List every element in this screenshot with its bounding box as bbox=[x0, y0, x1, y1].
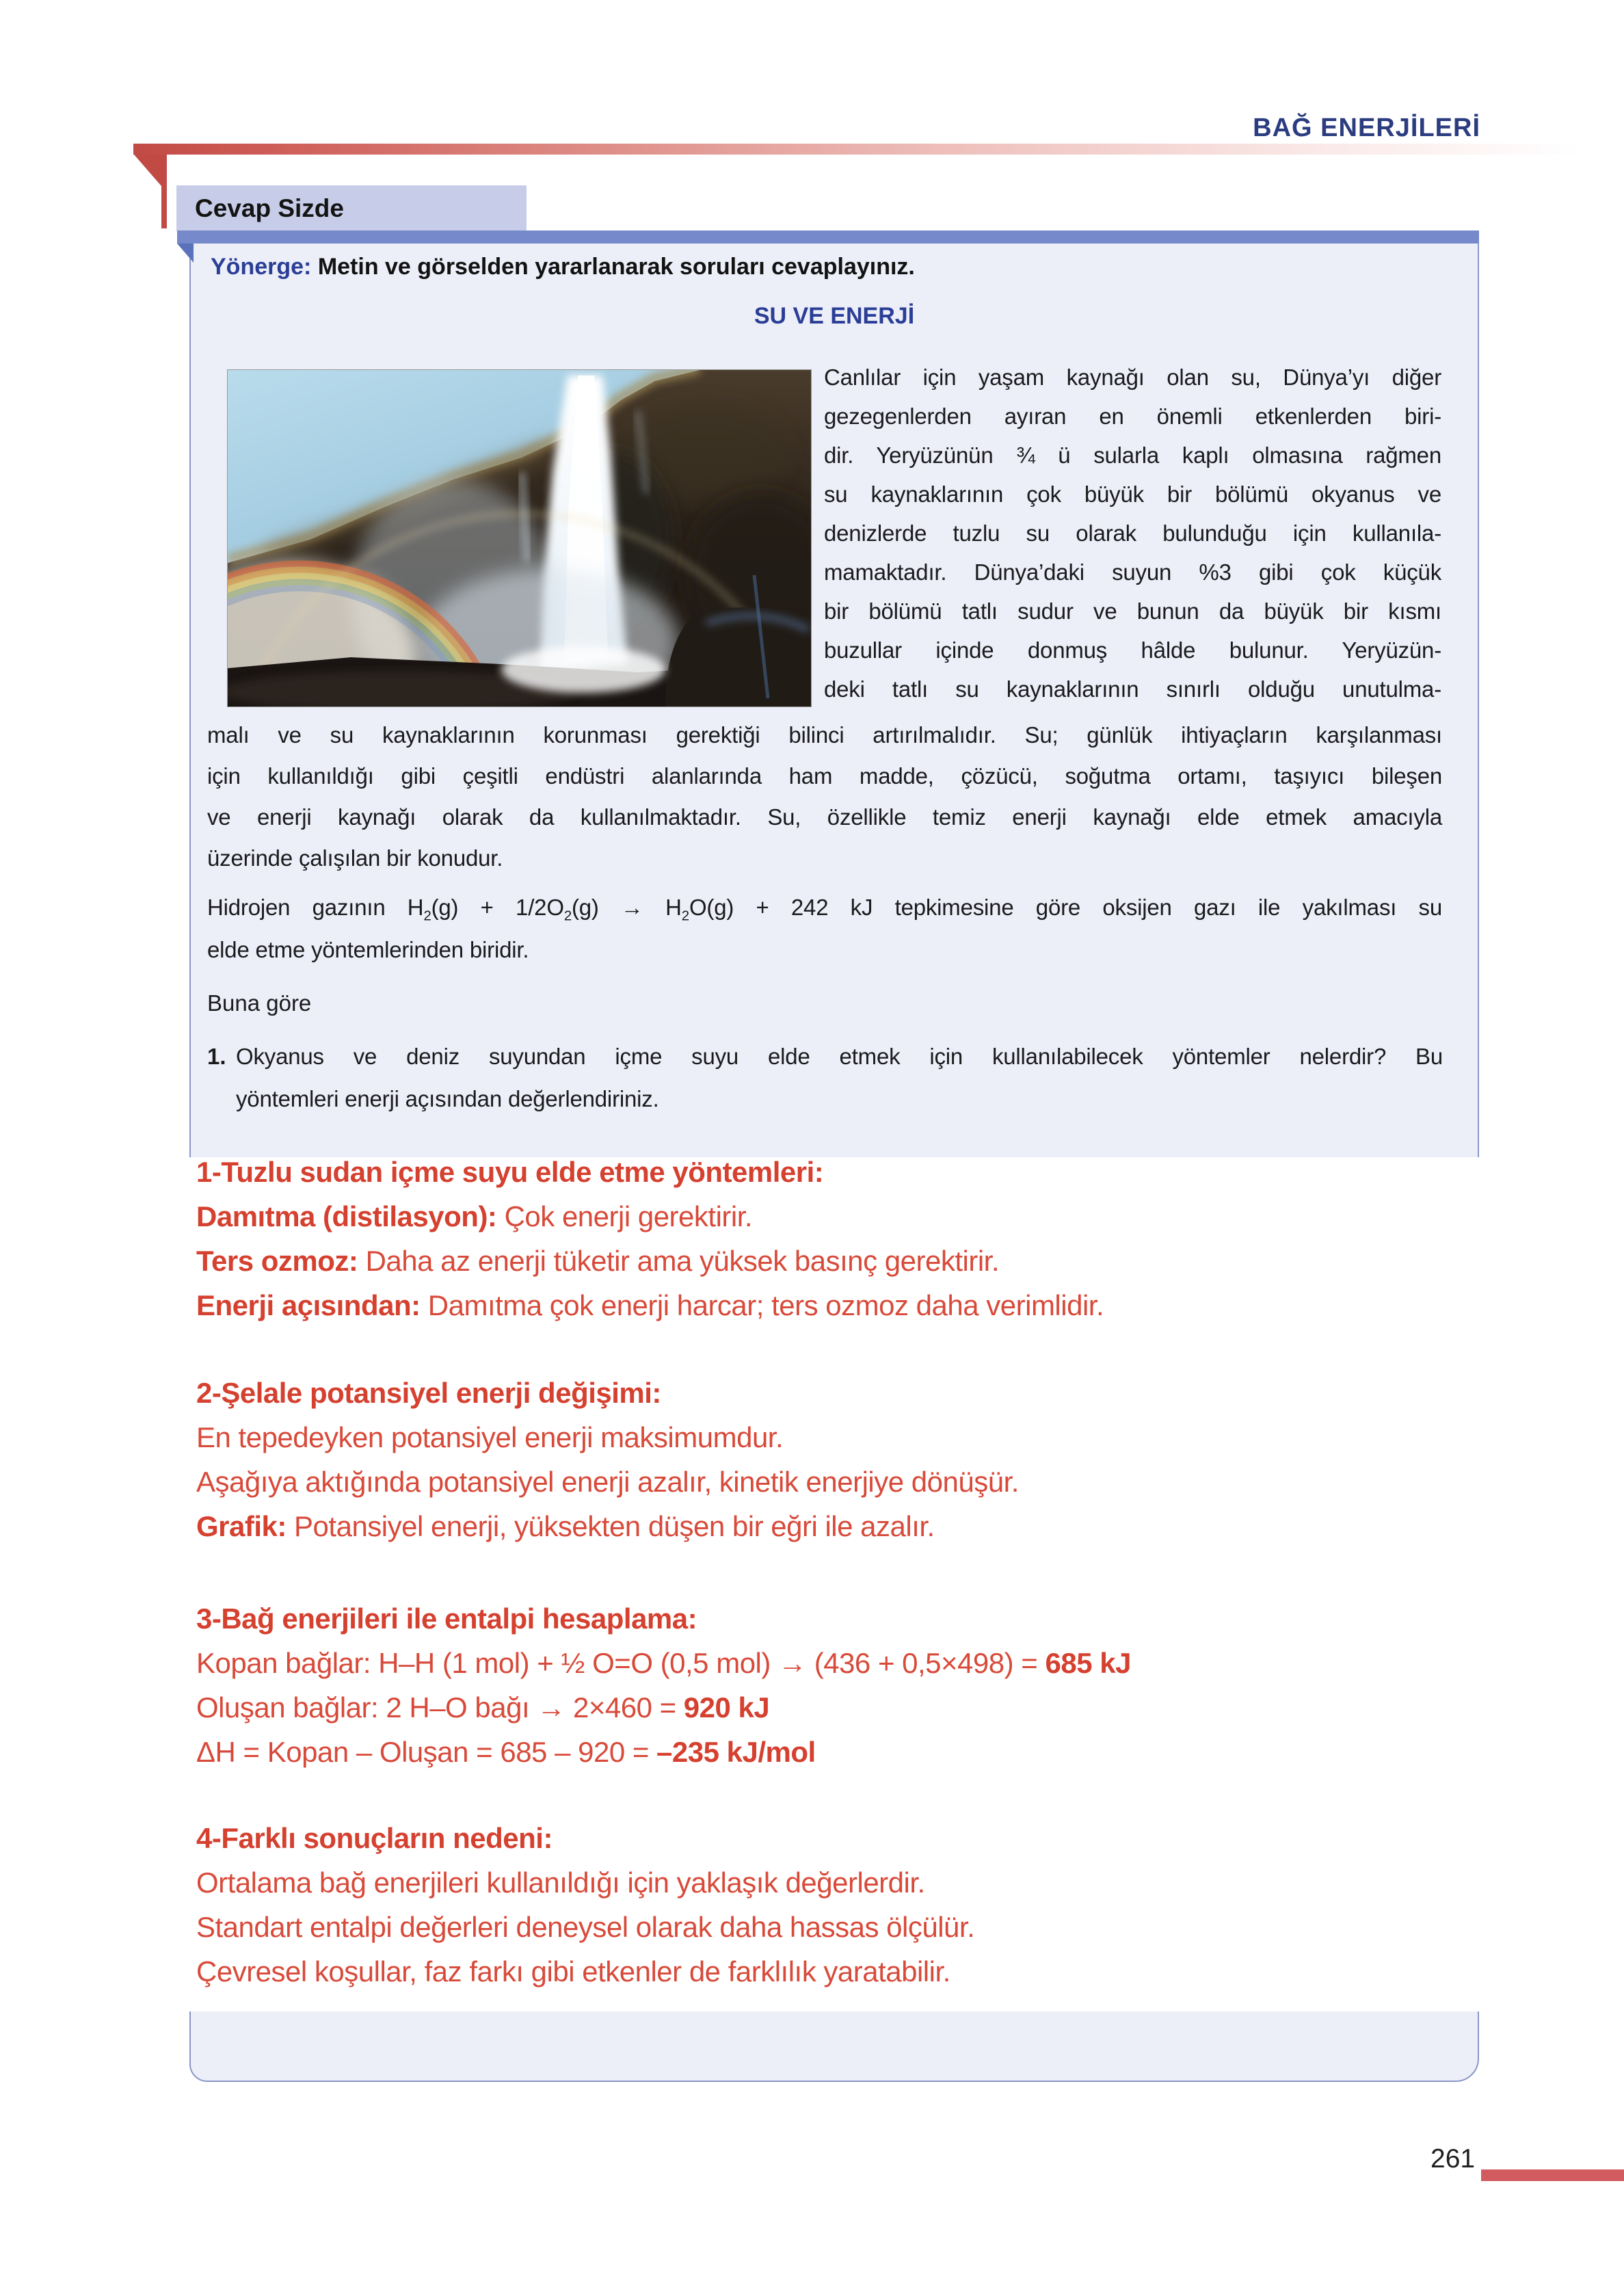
answer-segment: Grafik: bbox=[196, 1510, 295, 1542]
hydrogen-equation-paragraph bbox=[207, 895, 1442, 979]
reading-fullwidth-text bbox=[207, 722, 1442, 886]
text-line: su kaynaklarının çok büyük bir bölümü okyanus ve bbox=[824, 481, 1441, 507]
question-number: 1. bbox=[207, 1044, 226, 1069]
answer-heading: 2-Şelale potansiyel enerji değişimi: bbox=[196, 1377, 661, 1409]
text-segment: (g) + 1/2O bbox=[431, 895, 564, 920]
text-segment: Hidrojen gazının H bbox=[207, 895, 424, 920]
directive-label: Yönerge: bbox=[211, 254, 312, 280]
text-line: elde etme yöntemlerinden biridir. bbox=[207, 937, 529, 962]
header-ribbon bbox=[133, 144, 1624, 155]
answer-segment: Çok enerji gerektirir. bbox=[504, 1200, 753, 1232]
answer-line bbox=[196, 1466, 1468, 1510]
subscript: 2 bbox=[563, 908, 572, 924]
answer-section-2 bbox=[196, 1377, 1468, 1555]
answer-segment: Damıtma çok enerji harcar; ters ozmoz daha verimlidir. bbox=[427, 1289, 1104, 1321]
answer-segment: 920 kJ bbox=[683, 1691, 770, 1724]
answer-segment: Oluşan bağlar: 2 H–O bağı → 2×460 = bbox=[196, 1691, 684, 1724]
text-line: ve enerji kaynağı olarak da kullanılmaktadır. Su, özellikle temiz enerji kaynağı elde etmek amacıyla bbox=[207, 804, 1442, 830]
reading-title: SU VE ENERJİ bbox=[754, 303, 915, 329]
waterfall-photo bbox=[227, 369, 812, 707]
text-line: denizlerde tuzlu su olarak bulunduğu için kullanıla- bbox=[824, 520, 1441, 546]
answer-section-4 bbox=[196, 1822, 1468, 2000]
text-line: deki tatlı su kaynaklarının sınırlı olduğu unutulma- bbox=[824, 676, 1441, 702]
waterfall-illustration bbox=[228, 370, 811, 707]
question-line: Okyanus ve deniz suyundan içme suyu elde etmek için kullanılabilecek yöntemler nelerdir? Bu bbox=[236, 1044, 1443, 1069]
answer-line bbox=[196, 1510, 1468, 1555]
answer-section-1 bbox=[196, 1156, 1468, 1334]
answer-heading: 4-Farklı sonuçların nedeni: bbox=[196, 1822, 553, 1854]
answer-line bbox=[196, 1245, 1468, 1289]
page-number: 261 bbox=[1430, 2144, 1476, 2174]
panel-top-bar-fold bbox=[177, 243, 195, 264]
answer-segment: 685 kJ bbox=[1045, 1647, 1131, 1679]
text-line: için kullanıldığı gibi çeşitli endüstri alanlarında ham madde, çözücü, soğutma ortamı, taşıyıcı bileşen bbox=[207, 763, 1442, 789]
text-line bbox=[207, 895, 1442, 937]
footer-red-bar bbox=[1481, 2169, 1624, 2181]
answer-line bbox=[196, 1866, 1468, 1911]
answer-line bbox=[196, 1911, 1468, 1955]
answer-box-tab-label: Cevap Sizde bbox=[195, 194, 344, 222]
subscript: 2 bbox=[423, 908, 431, 924]
subscript: 2 bbox=[681, 908, 689, 924]
answer-segment: Daha az enerji tüketir ama yüksek basınç gerektirir. bbox=[365, 1245, 1000, 1277]
text-line: buzullar içinde donmuş hâlde bulunur. Yeryüzün- bbox=[824, 637, 1441, 663]
answer-line bbox=[196, 1421, 1468, 1466]
answer-line bbox=[196, 1289, 1468, 1334]
panel-top-bar bbox=[177, 230, 1479, 243]
answer-heading: 1-Tuzlu sudan içme suyu elde etme yöntemleri: bbox=[196, 1156, 824, 1188]
answer-segment: Kopan bağlar: H–H (1 mol) + ½ O=O (0,5 mol) → (436 + 0,5×498) = bbox=[196, 1647, 1046, 1679]
buna-gore-line: Buna göre bbox=[207, 990, 312, 1016]
text-line: bir bölümü tatlı sudur ve bunun da büyük bir kısmı bbox=[824, 598, 1441, 624]
text-segment: O(g) + 242 kJ tepkimesine göre oksijen gazı ile yakılması su bbox=[689, 895, 1443, 920]
text-line: gezegenlerden ayıran en önemli etkenlerden biri- bbox=[824, 404, 1441, 429]
text-line: malı ve su kaynaklarının korunması gerektiği bilinci artırılmalıdır. Su; günlük ihtiyaçların karşılanması bbox=[207, 722, 1442, 748]
answer-line bbox=[196, 1200, 1468, 1245]
text-segment: (g) → H bbox=[571, 895, 682, 920]
reading-column-text bbox=[824, 365, 1441, 715]
answer-segment: Standart entalpi değerleri deneysel olarak daha hassas ölçülür. bbox=[196, 1911, 975, 1943]
answer-line bbox=[196, 1736, 1468, 1780]
answer-segment: Aşağıya aktığında potansiyel enerji azalır, kinetik enerjiye dönüşür. bbox=[196, 1466, 1019, 1498]
page-title: BAĞ ENERJİLERİ bbox=[1253, 114, 1480, 142]
answer-line bbox=[196, 1955, 1468, 2000]
answer-line bbox=[196, 1647, 1468, 1691]
answer-segment: Potansiyel enerji, yüksekten düşen bir eğri ile azalır. bbox=[294, 1510, 935, 1542]
answer-line bbox=[196, 1691, 1468, 1736]
answer-section-3 bbox=[196, 1602, 1468, 1780]
answer-box-tab bbox=[176, 185, 527, 231]
question-1 bbox=[207, 1044, 1443, 1129]
answer-segment: Enerji açısından: bbox=[196, 1289, 428, 1321]
answer-segment: Damıtma (distilasyon): bbox=[196, 1200, 505, 1232]
text-line: Canlılar için yaşam kaynağı olan su, Dünya’yı diğer bbox=[824, 365, 1441, 390]
answer-segment: ΔH = Kopan – Oluşan = 685 – 920 = bbox=[196, 1736, 657, 1768]
answer-segment: Çevresel koşullar, faz farkı gibi etkenler de farklılık yaratabilir. bbox=[196, 1955, 950, 1988]
text-line: mamaktadır. Dünya’daki suyun %3 gibi çok küçük bbox=[824, 559, 1441, 585]
answer-segment: Ters ozmoz: bbox=[196, 1245, 366, 1277]
question-line: yöntemleri enerji açısından değerlendiriniz. bbox=[236, 1086, 659, 1111]
answer-segment: –235 kJ/mol bbox=[656, 1736, 816, 1768]
answer-segment: Ortalama bağ enerjileri kullanıldığı için yaklaşık değerlerdir. bbox=[196, 1866, 925, 1899]
directive-text: Metin ve görselden yararlanarak soruları cevaplayınız. bbox=[317, 254, 915, 280]
header-ribbon-fold bbox=[133, 155, 168, 230]
text-line: dir. Yeryüzünün ¾ ü sularla kaplı olmasına rağmen bbox=[824, 443, 1441, 468]
answer-segment: En tepedeyken potansiyel enerji maksimumdur. bbox=[196, 1421, 784, 1453]
text-line: üzerinde çalışılan bir konudur. bbox=[207, 845, 503, 871]
directive-line bbox=[211, 254, 915, 280]
answer-heading: 3-Bağ enerjileri ile entalpi hesaplama: bbox=[196, 1602, 697, 1635]
